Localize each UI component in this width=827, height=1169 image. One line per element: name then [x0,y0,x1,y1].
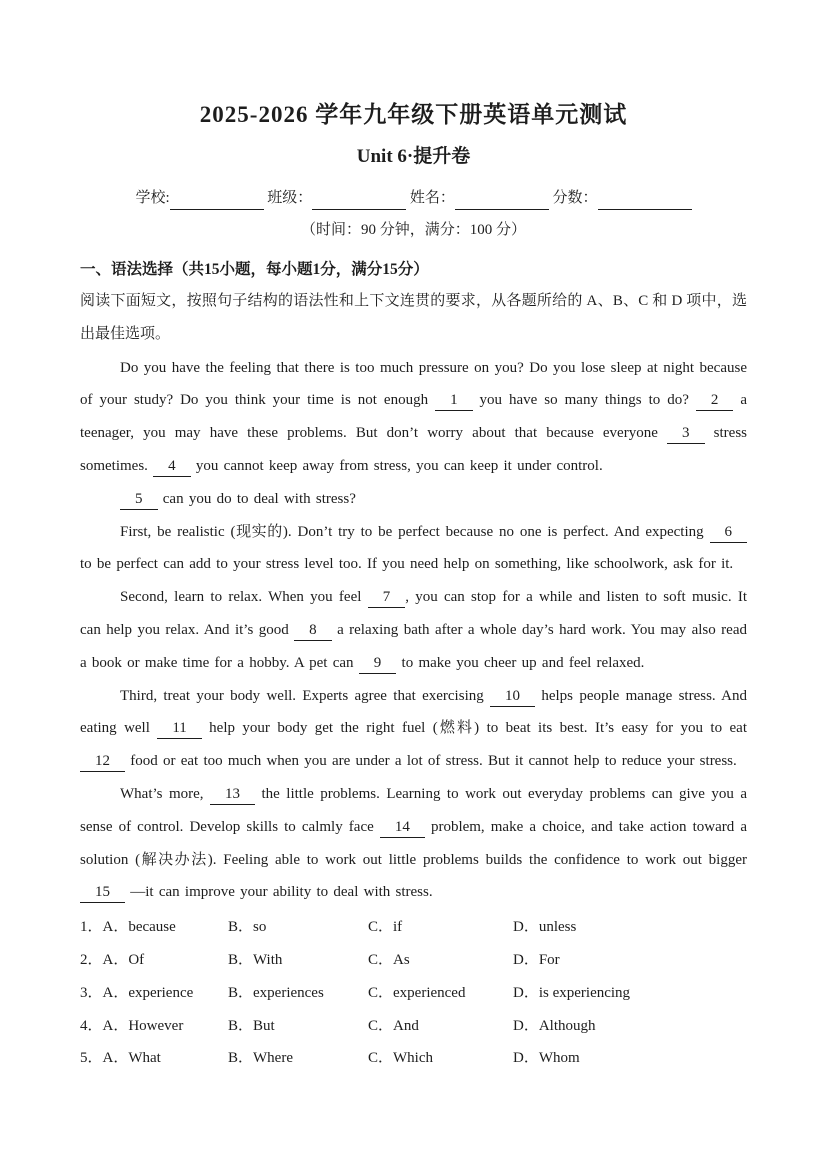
student-info-row [136,186,692,210]
answer-blank-1[interactable]: 1 [435,391,473,411]
answer-blank-14[interactable]: 14 [380,818,425,838]
answer-blank-12[interactable]: 12 [80,752,125,772]
answer-blank-7[interactable]: 7 [368,588,406,608]
answer-blank-10[interactable]: 10 [490,687,535,707]
page-title: 2025-2026 学年九年级下册英语单元测试 [199,102,628,127]
question-row-5 [80,1042,747,1075]
school-field [136,186,264,210]
passage-paragraph: First, be realistic (现实的). Don’t try to be perfect because no one is perfect. And expecting 6 to be perfect can add to your stress level too. If you need help on something, like schoolwork, ask for it. [80,516,747,582]
class-label: 班级： [267,190,313,206]
question-3-option-a[interactable]: 3．A．experience [80,984,194,1001]
class-field [267,186,406,210]
answer-blank-3[interactable]: 3 [667,424,705,444]
question-5-option-b[interactable]: B．Where [228,1050,293,1067]
question-4-option-b[interactable]: B．But [228,1017,275,1034]
question-1-option-a[interactable]: 1．A．because [80,919,176,936]
question-row-2 [80,944,747,977]
question-row-3 [80,977,747,1010]
exam-info: （时间：90 分钟，满分：100 分） [300,222,526,238]
answer-blank-11[interactable]: 11 [157,719,201,739]
question-3-option-b[interactable]: B．experiences [228,984,324,1001]
question-1-option-b[interactable]: B．so [228,919,267,936]
section-heading: 一、语法选择（共15小题，每小题1分，满分15分） [80,261,429,278]
answer-blank-4[interactable]: 4 [153,457,191,477]
question-2-option-c[interactable]: C．As [368,951,410,968]
answer-blank-8[interactable]: 8 [294,621,332,641]
passage [80,352,747,910]
question-5-option-d[interactable]: D．Whom [513,1050,580,1067]
passage-paragraph: What’s more, 13 the little problems. Learning to work out everyday problems can give you a sense of control. Develop skills to calmly face 14 problem, make a choice, and take action toward a solution (解决办法). Feeling able to work out little problems builds the confidence to work out bigger 15 —it can improve your ability to deal with stress. [80,778,747,909]
question-1-option-c[interactable]: C．if [368,919,403,936]
score-label: 分数： [552,190,598,206]
name-label: 姓名： [409,190,455,206]
question-1-option-d[interactable]: D．unless [513,919,577,936]
answer-blank-5[interactable]: 5 [120,490,158,510]
answer-blank-6[interactable]: 6 [710,523,748,543]
school-input-line[interactable] [170,191,264,210]
score-field [552,186,691,210]
answer-blank-9[interactable]: 9 [359,654,397,674]
question-row-4 [80,1010,747,1043]
score-input-line[interactable] [598,191,692,210]
section-instructions: 阅读下面短文，按照句子结构的语法性和上下文连贯的要求，从各题所给的 A、B、C 和 D 项中，选出最佳选项。 [80,293,747,342]
passage-paragraph: Do you have the feeling that there is too much pressure on you? Do you lose sleep at night because of your study? Do you think your time is not enough 1 you have so many things to do? 2 a teenager, you may have these problems. But don’t worry about that because everyone 3 stress sometimes. 4 you cannot keep away from stress, you can keep it under control. [80,352,747,483]
question-4-option-c[interactable]: C．And [368,1017,419,1034]
school-label: 学校: [135,190,170,206]
passage-paragraph: 5 can you do to deal with stress? [80,483,747,516]
question-5-option-a[interactable]: 5．A．What [80,1050,161,1067]
answer-blank-15[interactable]: 15 [80,883,125,903]
passage-paragraph: Second, learn to relax. When you feel 7 , you can stop for a while and listen to soft music. It can help you relax. And it’s good 8 a relaxing bath after a whole day’s hard work. You may also read a book or make time for a hobby. A pet can 9 to make you cheer up and feel relaxed. [80,581,747,679]
class-input-line[interactable] [312,191,406,210]
question-4-option-a[interactable]: 4．A．However [80,1017,184,1034]
question-4-option-d[interactable]: D．Although [513,1017,596,1034]
question-row-1 [80,911,747,944]
answer-blank-2[interactable]: 2 [696,391,734,411]
question-3-option-c[interactable]: C．experienced [368,984,466,1001]
answer-blank-13[interactable]: 13 [210,785,255,805]
question-2-option-a[interactable]: 2．A．Of [80,951,145,968]
passage-paragraph: Third, treat your body well. Experts agree that exercising 10 helps people manage stress. And eating well 11 help your body get the right fuel (燃料) to beat its best. It’s easy for you to eat 12 food or eat too much when you are under a lot of stress. But it cannot help to reduce your stress. [80,680,747,778]
page-subtitle: Unit 6·提升卷 [356,146,471,167]
question-2-option-d[interactable]: D．For [513,951,560,968]
name-input-line[interactable] [455,191,549,210]
question-5-option-c[interactable]: C．Which [368,1050,433,1067]
question-3-option-d[interactable]: D．is experiencing [513,984,631,1001]
name-field [410,186,549,210]
question-2-option-b[interactable]: B．With [228,951,283,968]
question-list [80,911,747,1075]
